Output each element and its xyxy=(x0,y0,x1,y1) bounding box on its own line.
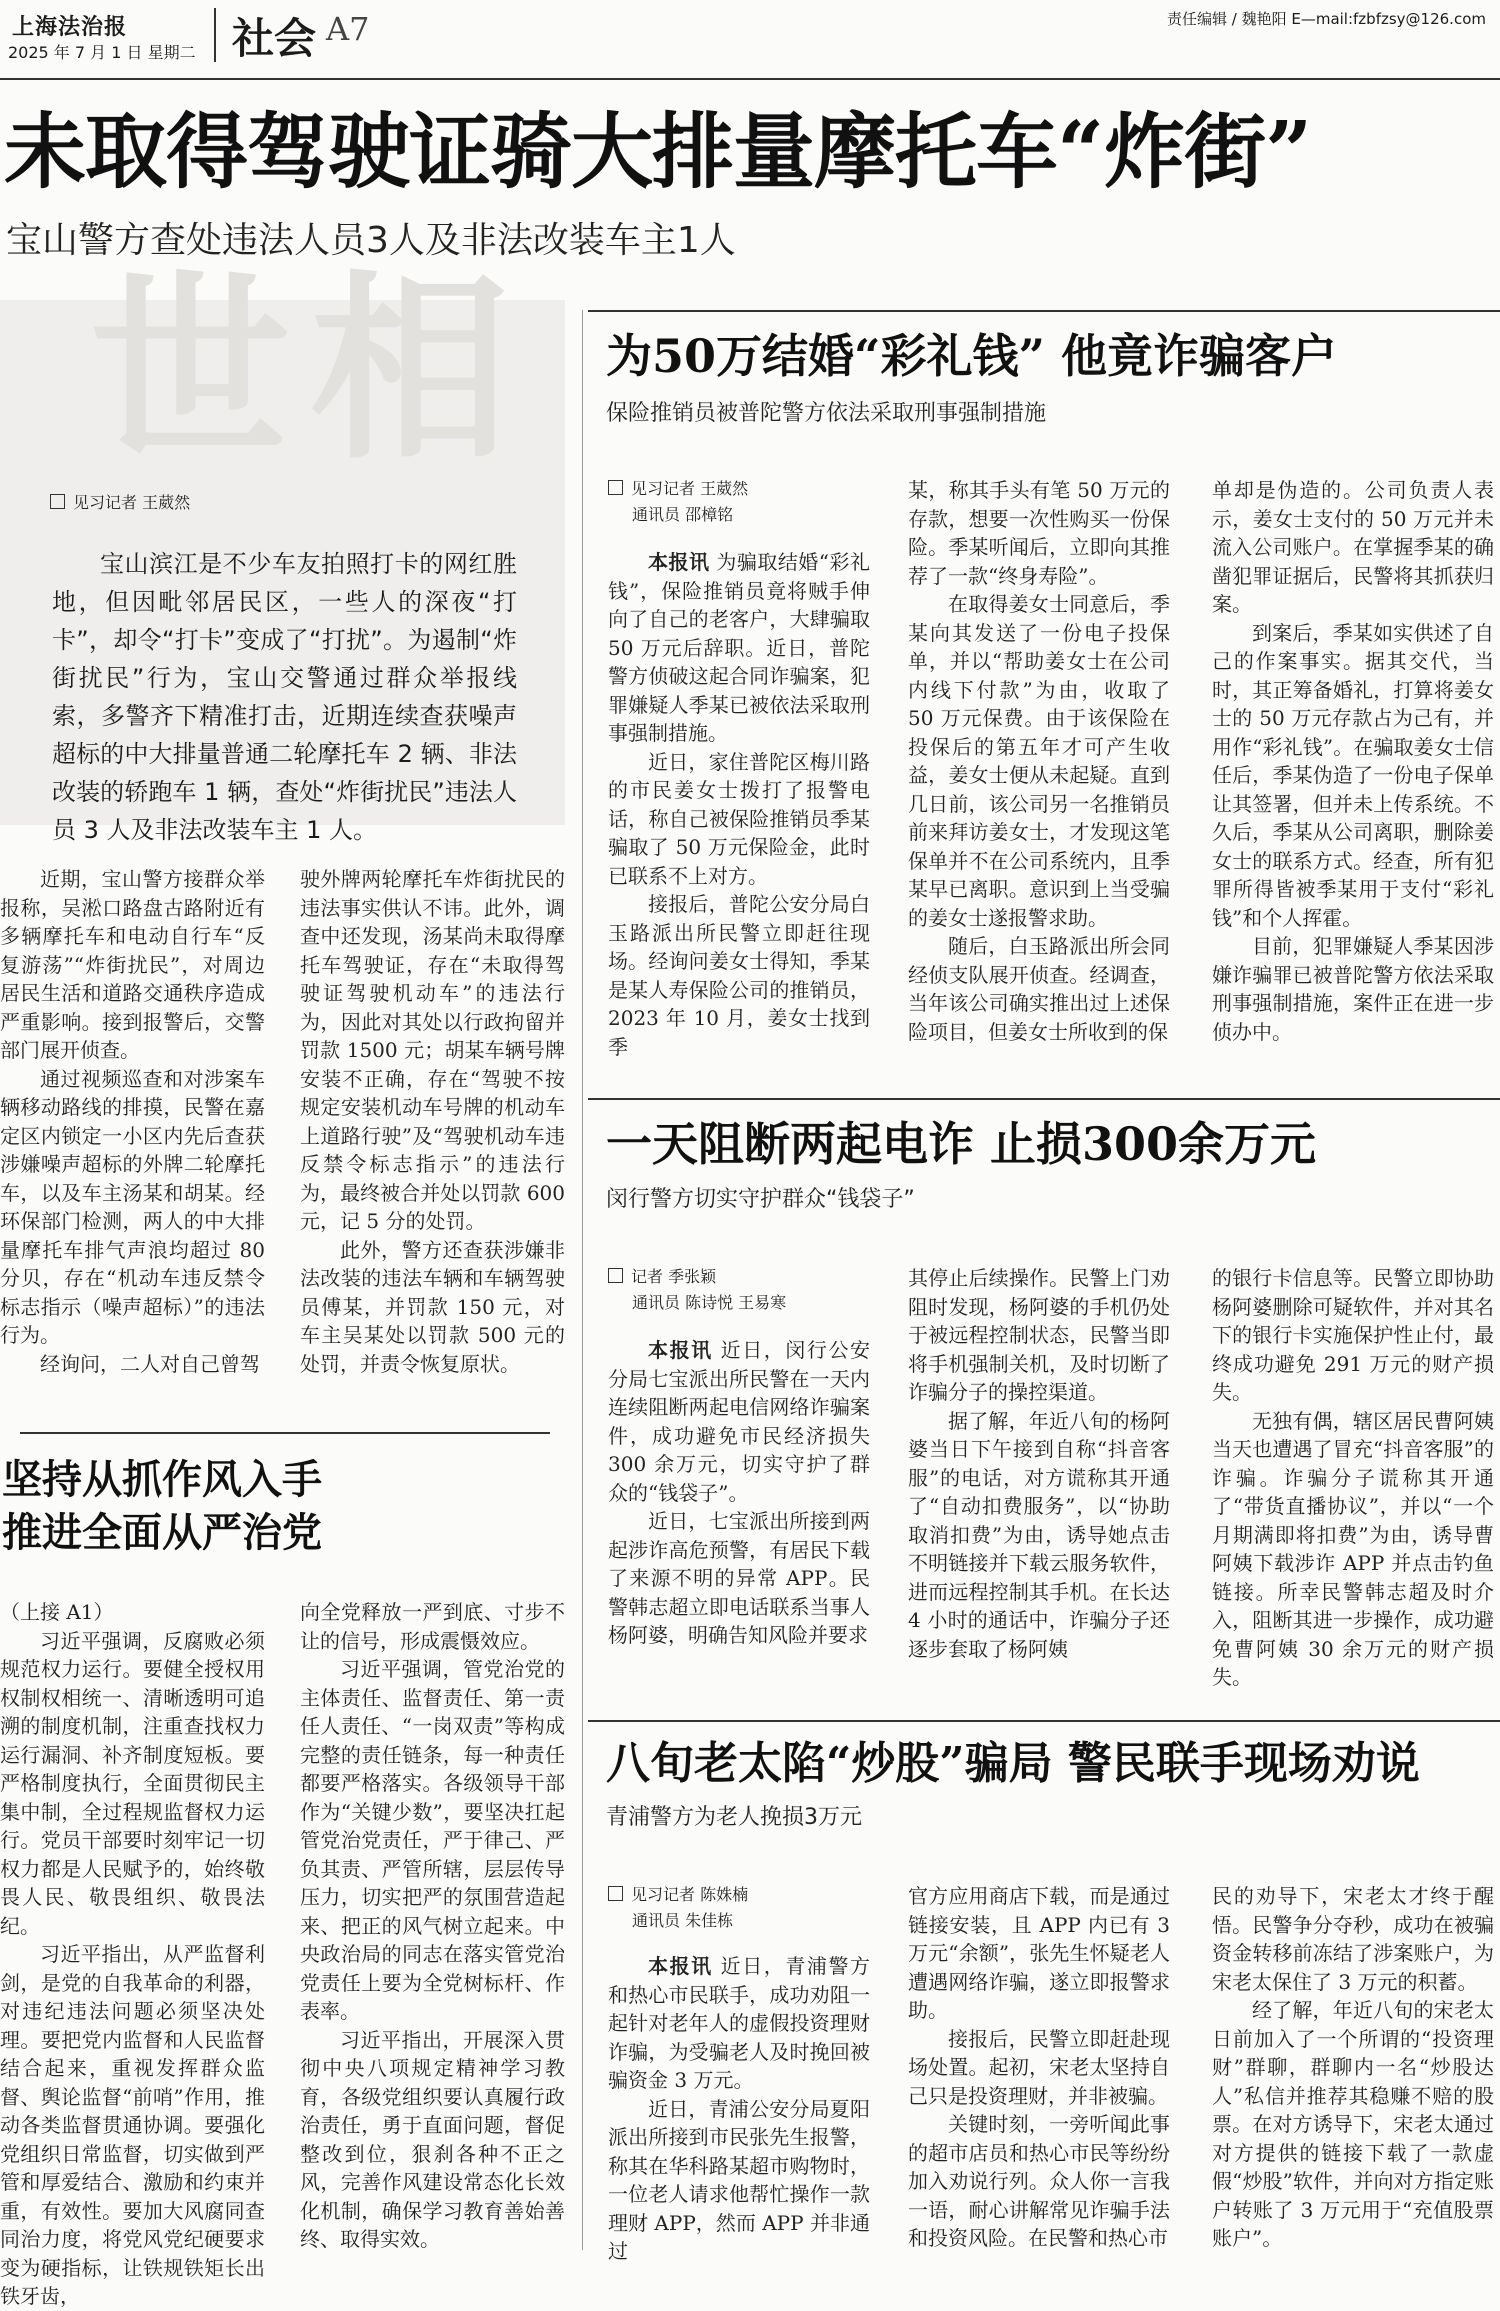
party-column-2 xyxy=(300,1598,565,2250)
body-paragraph: 经了解，年近八旬的宋老太日前加入了一个所谓的“投资理财”群聊，群聊内一名“炒股达人”私信并推荐其稳赚不赔的股票。在对方诱导下，宋老太通过对方提供的链接下载了一款虚假“炒股”软件，并向对方指定账户转账了 3 万元用于“充值股票账户”。 xyxy=(1212,1998,1494,2250)
body-paragraph: 关键时刻，一旁听闻此事的超市店员和热心市民等纷纷加入劝说行列。众人你一言我一语，耐心讲解常见诈骗手法和投资风险。在民警和热心市 xyxy=(908,2112,1170,2250)
story3-column-3 xyxy=(1212,1264,1494,1708)
byline-box xyxy=(50,494,65,509)
body-paragraph: 习近平指出，从严监督利剑，是党的自我革命的利器，对违纪违法问题必须坚决处理。要把党内监督和人民监督结合起来，重视发挥群众监督、舆论监督“前哨”作用，推动各类监督贯通协调。要强化党组织日常监督，切实做到严管和厚爱结合、激励和约束并重，有效性。要加大风腐同查同治力度，将党风党纪硬要求变为硬指标，让铁规铁矩长出铁牙齿， xyxy=(0,1942,265,2308)
story3-lead-text: 近日，闵行公安分局七宝派出所民警在一天内连续阻断两起电信网络诈骗案件，成功避免市民经济损失 300 余万元，切实守护了群众的“钱袋子”。 xyxy=(608,1338,871,1505)
body-paragraph: 目前，犯罪嫌疑人季某因涉嫌诈骗罪已被普陀警方依法采取刑事强制措施，案件正在进一步侦办中。 xyxy=(1212,934,1494,1044)
lead-byline-text: 见习记者 王葳然 xyxy=(73,493,191,512)
story3-title-rule xyxy=(588,1098,1500,1100)
story3-headline: 一天阻断两起电诈 止损300余万元 xyxy=(606,1117,1317,1171)
body-paragraph: 单却是伪造的。公司负责人表示，姜女士支付的 50 万元并未流入公司账户。在掌握季某的确凿犯罪证据后，民警将其抓获归案。 xyxy=(1212,478,1494,616)
masthead-divider xyxy=(214,8,216,62)
body-paragraph: 驶外牌两轮摩托车炸街扰民的违法事实供认不讳。此外，调查中还发现，汤某尚未取得摩托车驾驶证，存在“未取得驾驶证驾驶机动车”的违法行为，因此对其处以行政拘留并罚款 1500 元；胡某车辆号牌安装不正确，存在“驾驶不按规定安装机动车号牌的机动车上道路行驶”及“驾驶机动车违反禁令标志指示”的违法行为，最终被合并处以罚款 600 元，记 5 分的处罚。 xyxy=(300,867,565,1233)
story2-column-3 xyxy=(1212,476,1494,1044)
byline-box xyxy=(608,1268,623,1283)
lead-byline xyxy=(50,490,190,516)
body-paragraph: 习近平强调，反腐败必须规范权力运行。要健全授权用权制权相统一、清晰透明可追溯的制度机制，注重查找权力运行漏洞、补齐制度短板。要严格制度执行，全面贯彻民主集中制，全过程规监督权力运行。党员干部要时刻牢记一切权力都是人民赋予的，始终敬畏人民、敬畏组织、敬畏法纪。 xyxy=(0,1628,265,1938)
story3-byline-reporter: 记者 季张颖 xyxy=(631,1267,717,1286)
story2-lead-tag: 本报讯 xyxy=(648,550,710,574)
story2-headline: 为50万结婚“彩礼钱” 他竟诈骗客户 xyxy=(606,329,1337,383)
story2-column-2 xyxy=(908,476,1170,1044)
story4-column-3 xyxy=(1212,1882,1494,2248)
story4-byline xyxy=(608,1882,748,1934)
story4-headline: 八旬老太陷“炒股”骗局 警民联手现场劝说 xyxy=(606,1738,1420,1789)
story3-dek: 闵行警方切实守护群众“钱袋子” xyxy=(606,1187,915,1212)
continued-note: （上接 A1） xyxy=(0,1600,114,1624)
page-column-divider xyxy=(582,310,583,2250)
section-name: 社会 xyxy=(232,14,317,63)
body-paragraph: 的银行卡信息等。民警立即协助杨阿婆删除可疑软件，并对其名下的银行卡实施保护性止付，最终成功避免 291 万元的财产损失。 xyxy=(1212,1266,1494,1404)
issue-date: 2025 年 7 月 1 日 星期二 xyxy=(8,43,196,62)
editor-line: 责任编辑 / 魏艳阳 E—mail:fzbfzsy@126.com xyxy=(1167,10,1486,28)
body-paragraph: 习近平强调，管党治党的主体责任、监督责任、第一责任人责任、“一岗双责”等构成完整的责任链条，每一种责任都要严格落实。各级领导干部作为“关键少数”，要坚决扛起管党治党责任，严于律己、严负其责、严管所辖，层层传导压力，切实把严的氛围营造起来、把正的风气树立起来。中央政治局的同志在落实管党治党责任上要为全党树标杆、作表率。 xyxy=(300,1657,565,2023)
story4-column-1 xyxy=(608,1952,871,2263)
story3-byline-correspondent: 通讯员 陈诗悦 王易寒 xyxy=(632,1293,787,1312)
story4-column-2 xyxy=(908,1882,1170,2248)
body-paragraph: 到案后，季某如实供述了自己的作案事实。据其交代，当时，其正筹备婚礼，打算将姜女士的 50 万元存款占为己有，并用作“彩礼钱”。在骗取姜女士信任后，季某伪造了一份电子保单让其签署，但并未上传系统。不久后，季某从公司离职，删除姜女士的联系方式。经查，所有犯罪所得皆被季某用于支付“彩礼钱”和个人挥霍。 xyxy=(1212,620,1494,930)
body-paragraph: 在取得姜女士同意后，季某向其发送了一份电子投保单，并以“帮助姜女士在公司内线下付款”为由，收取了 50 万元保费。由于该保险在投保后的第五年才可产生收益，姜女士便从未起疑。直到几日前，该公司另一名推销员前来拜访姜女士，才发现这笔保单并不在公司系统内，且季某早已离职。意识到上当受骗的姜女士遂报警求助。 xyxy=(908,592,1170,930)
body-paragraph: 官方应用商店下载，而是通过链接安装，且 APP 内已有 3 万元“余额”，张先生怀疑老人遭遇网络诈骗，遂立即报警求助。 xyxy=(908,1884,1170,2022)
story2-title-rule xyxy=(588,310,1500,312)
lead-dek: 宝山警方查处违法人员3人及非法改装车主1人 xyxy=(6,220,736,261)
body-paragraph: 据了解，年近八旬的杨阿婆当日下午接到自称“抖音客服”的电话，对方谎称其开通了“自动扣费服务”，以“协助取消扣费”为由，诱导她点击不明链接并下载云服务软件，进而远程控制其手机。在长达 4 小时的通话中，诈骗分子还逐步套取了杨阿姨 xyxy=(908,1408,1170,1661)
lead-column-2 xyxy=(300,865,565,1385)
lead-headline: 未取得驾驶证骑大排量摩托车“炸街” xyxy=(4,104,1312,200)
story4-byline-correspondent: 通讯员 朱佳栋 xyxy=(632,1911,734,1930)
party-rule xyxy=(20,1432,550,1434)
story3-column-1 xyxy=(608,1336,870,1708)
body-paragraph: 此外，警方还查获涉嫌非法改装的违法车辆和车辆驾驶员傅某，并罚款 150 元，对车主吴某处以罚款 500 元的处罚，并责令恢复原状。 xyxy=(300,1237,565,1376)
story3-column-2 xyxy=(908,1264,1170,1708)
story2-byline-reporter: 见习记者 王葳然 xyxy=(631,479,749,498)
body-paragraph: 接报后，普陀公安分局白玉路派出所民警立即赶往现场。经询问姜女士得知，季某是某人寿保险公司的推销员，2023 年 10 月，姜女士找到季 xyxy=(608,892,870,1059)
story2-column-1 xyxy=(608,548,871,1059)
story4-lead-text: 近日，青浦警方和热心市民联手，成功劝阻一起针对老年人的虚假投资理财诈骗，为受骗老人及时挽回被骗资金 3 万元。 xyxy=(608,1954,871,2092)
story2-lead-text: 为骗取结婚“彩礼钱”，保险推销员竟将贼手伸向了自己的老客户，大肆骗取 50 万元后辞职。近日，普陀警方侦破这起合同诈骗案，犯罪嫌疑人季某已被依法采取刑事强制措施。 xyxy=(608,550,871,745)
body-paragraph: 习近平指出，开展深入贯彻中央八项规定精神学习教育，各级党组织要认真履行政治责任，勇于直面问题，督促整改到位，狠刹各种不正之风，完善作风建设常态化长效化机制，确保学习教育善始善终、取得实效。 xyxy=(300,2027,565,2251)
story4-dek: 青浦警方为老人挽损3万元 xyxy=(606,1805,862,1830)
story4-byline-reporter: 见习记者 陈姝楠 xyxy=(631,1885,749,1904)
body-paragraph: 近期，宝山警方接群众举报称，吴淞口路盘古路附近有多辆摩托车和电动自行车“反复游荡”“炸街扰民”，对周边居民生活和道路交通秩序造成严重影响。接到报警后，交警部门展开侦查。 xyxy=(0,867,265,1062)
party-column-1 xyxy=(0,1598,265,2308)
page-number: A7 xyxy=(326,10,370,48)
story4-title-rule xyxy=(588,1720,1500,1722)
body-paragraph: 无独有偶，辖区居民曹阿姨当天也遭遇了冒充“抖音客服”的诈骗。诈骗分子谎称其开通了“带货直播协议”，并以“一个月期满即将扣费”为由，诱导曹阿姨下载涉诈 APP 并点击钓鱼链接。所幸民警韩志超及时介入，阻断其进一步操作，成功避免曹阿姨 30 余万元的财产损失。 xyxy=(1212,1408,1494,1689)
story2-dek: 保险推销员被普陀警方依法采取刑事强制措施 xyxy=(606,401,1047,426)
party-headline-line1: 坚持从抓作风入手 xyxy=(2,1456,322,1503)
paper-name: 上海法治报 xyxy=(12,14,128,40)
body-paragraph: 通过视频巡查和对涉案车辆移动路线的排摸，民警在嘉定区内锁定一小区内先后查获涉嫌噪声超标的外牌二轮摩托车，以及车主汤某和胡某。经环保部门检测，两人的中大排量摩托车排气声浪均超过 80 分贝，存在“机动车违反禁令标志指示（噪声超标）”的违法行为。 xyxy=(0,1066,265,1347)
body-paragraph: 向全党释放一严到底、寸步不让的信号，形成震慑效应。 xyxy=(300,1600,565,1653)
story2-byline-correspondent: 通讯员 邵樟铭 xyxy=(632,505,734,524)
body-paragraph: 民的劝导下，宋老太才终于醒悟。民警争分夺秒，成功在被骗资金转移前冻结了涉案账户，为宋老太保住了 3 万元的积蓄。 xyxy=(1212,1884,1494,1994)
body-paragraph: 其停止后续操作。民警上门劝阻时发现，杨阿婆的手机仍处于被远程控制状态，民警当即将手机强制关机，及时切断了诈骗分子的操控渠道。 xyxy=(908,1266,1170,1404)
column-watermark: 世相 xyxy=(90,252,531,487)
masthead xyxy=(0,0,1500,80)
story3-lead-tag: 本报讯 xyxy=(648,1338,713,1362)
story3-byline xyxy=(608,1264,786,1316)
lead-column-1 xyxy=(0,865,265,1385)
byline-box xyxy=(608,1886,623,1901)
byline-box xyxy=(608,480,623,495)
story2-byline xyxy=(608,476,748,528)
body-paragraph: 接报后，民警立即赶赴现场处置。起初，宋老太坚持自己只是投资理财，并非被骗。 xyxy=(908,2026,1170,2108)
lead-summary: 宝山滨江是不少车友拍照打卡的网红胜地，但因毗邻居民区，一些人的深夜“打卡”，却令“打卡”变成了“打扰”。为遏制“炸街扰民”行为，宝山交警通过群众举报线索，多警齐下精准打击，近期连续查获噪声超标的中大排量普通二轮摩托车 2 辆、非法改装的轿跑车 1 辆，查处“炸街扰民”违法人员 3 人及非法改装车主 1 人。 xyxy=(52,550,517,844)
story4-lead-tag: 本报讯 xyxy=(648,1954,713,1978)
party-headline-line2: 推进全面从严治党 xyxy=(2,1509,322,1556)
body-paragraph: 经询问，二人对自己曾驾 xyxy=(40,1351,260,1376)
body-paragraph: 近日，青浦公安分局夏阳派出所接到市民张先生报警，称其在华科路某超市购物时，一位老人请求他帮忙操作一款理财 APP，然而 APP 并非通过 xyxy=(608,2096,870,2263)
body-paragraph: 近日，家住普陀区梅川路的市民姜女士拨打了报警电话，称自己被保险推销员季某骗取了 50 万元保险金，此时已联系不上对方。 xyxy=(608,749,870,888)
body-paragraph: 随后，白玉路派出所会同经侦支队展开侦查。经调查，当年该公司确实推出过上述保险项目，但姜女士所收到的保 xyxy=(908,934,1170,1044)
masthead-rule xyxy=(0,78,1500,80)
body-paragraph: 某，称其手头有笔 50 万元的存款，想要一次性购买一份保险。季某听闻后，立即向其推荐了一款“终身寿险”。 xyxy=(908,478,1170,588)
body-paragraph: 近日，七宝派出所接到两起涉诈高危预警，有居民下载了来源不明的异常 APP。民警韩志超立即电话联系当事人杨阿婆，明确告知风险并要求 xyxy=(608,1509,870,1647)
